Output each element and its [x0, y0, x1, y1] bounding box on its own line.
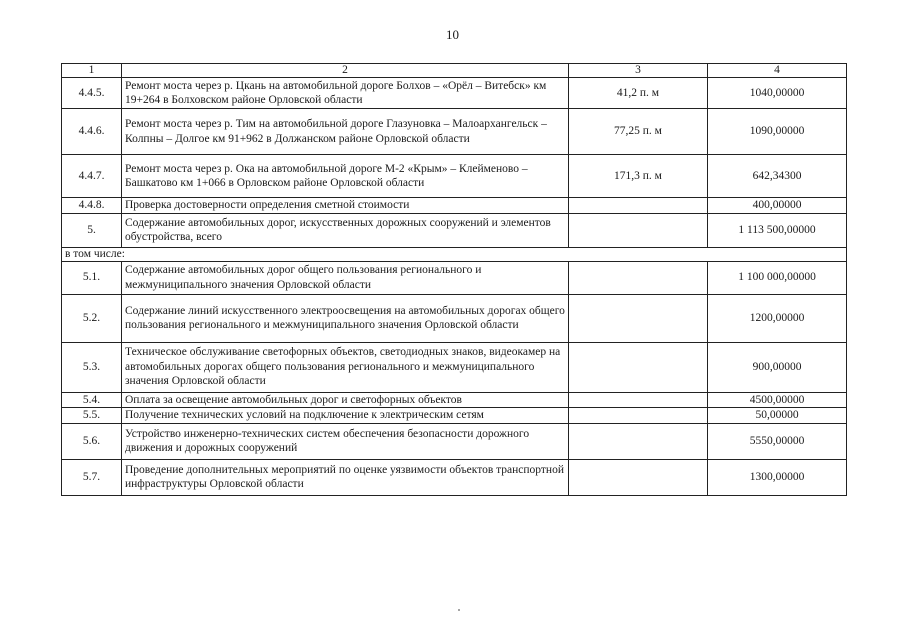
row-number: 5.7. — [62, 459, 122, 495]
row-number: 5.3. — [62, 342, 122, 392]
row-description: Ремонт моста через р. Тим на автомобильной дороге Глазуновка – Малоархангельск – Колпны – Долгое км 91+962 в Должанском районе Орловской области — [122, 109, 569, 155]
row-length: 41,2 п. м — [569, 78, 708, 109]
table-row — [62, 213, 847, 247]
row-value: 1090,00000 — [708, 109, 847, 155]
row-number: 5.6. — [62, 423, 122, 459]
row-description: Техническое обслуживание светофорных объектов, светодиодных знаков, видеокамер на автомобильных дорогах общего пользования регионального и межмуниципального значения Орловской области — [122, 342, 569, 392]
row-value: 5550,00000 — [708, 423, 847, 459]
row-description: Ремонт моста через р. Ока на автомобильной дороге М-2 «Крым» – Клейменово – Башкатово км 1+066 в Орловском районе Орловской области — [122, 155, 569, 198]
row-description: Ремонт моста через р. Цкань на автомобильной дороге Болхов – «Орёл – Витебск» км 19+264 в Болховском районе Орловской области — [122, 78, 569, 109]
row-description: Получение технических условий на подключение к электрическим сетям — [122, 408, 569, 424]
row-length — [569, 213, 708, 247]
row-description: Оплата за освещение автомобильных дорог и светофорных объектов — [122, 392, 569, 408]
table-row — [62, 459, 847, 495]
header-cell-1: 1 — [62, 64, 122, 78]
table-row — [62, 109, 847, 155]
row-value: 50,00000 — [708, 408, 847, 424]
row-description: Содержание линий искусственного электроосвещения на автомобильных дорогах общего пользования регионального и межмуниципального значения Орловской области — [122, 294, 569, 342]
row-length — [569, 459, 708, 495]
row-length — [569, 294, 708, 342]
row-length — [569, 342, 708, 392]
table-row — [62, 408, 847, 424]
page-number: 10 — [446, 27, 459, 42]
row-value: 400,00000 — [708, 198, 847, 214]
row-value: 642,34300 — [708, 155, 847, 198]
table-row — [62, 198, 847, 214]
row-length — [569, 392, 708, 408]
row-value: 4500,00000 — [708, 392, 847, 408]
table-row — [62, 342, 847, 392]
row-number: 4.4.7. — [62, 155, 122, 198]
table-row — [62, 155, 847, 198]
scan-speck — [458, 609, 460, 611]
row-description: Проведение дополнительных мероприятий по оценке уязвимости объектов транспортной инфраструктуры Орловской области — [122, 459, 569, 495]
row-length — [569, 261, 708, 294]
table-row — [62, 294, 847, 342]
row-number: 4.4.8. — [62, 198, 122, 214]
row-length: 77,25 п. м — [569, 109, 708, 155]
row-number: 4.4.5. — [62, 78, 122, 109]
header-cell-4: 4 — [708, 64, 847, 78]
table-row — [62, 392, 847, 408]
row-number: 5.2. — [62, 294, 122, 342]
row-number: 5.5. — [62, 408, 122, 424]
row-description: Проверка достоверности определения сметной стоимости — [122, 198, 569, 214]
row-value: 900,00000 — [708, 342, 847, 392]
row-number: 5.4. — [62, 392, 122, 408]
row-description: Содержание автомобильных дорог общего пользования регионального и межмуниципального значения Орловской области — [122, 261, 569, 294]
row-value: 1300,00000 — [708, 459, 847, 495]
header-cell-2: 2 — [122, 64, 569, 78]
table-row — [62, 78, 847, 109]
row-value: 1 113 500,00000 — [708, 213, 847, 247]
table-row — [62, 261, 847, 294]
row-value: 1 100 000,00000 — [708, 261, 847, 294]
row-length — [569, 408, 708, 424]
header-cell-3: 3 — [569, 64, 708, 78]
row-length: 171,3 п. м — [569, 155, 708, 198]
row-description: Содержание автомобильных дорог, искусственных дорожных сооружений и элементов обустройства, всего — [122, 213, 569, 247]
row-length — [569, 198, 708, 214]
row-number: 4.4.6. — [62, 109, 122, 155]
table-header-row — [62, 64, 847, 78]
section-label: в том числе: — [62, 247, 847, 261]
row-number: 5.1. — [62, 261, 122, 294]
row-value: 1040,00000 — [708, 78, 847, 109]
section-row — [62, 247, 847, 261]
budget-table — [61, 63, 847, 496]
row-length — [569, 423, 708, 459]
row-value: 1200,00000 — [708, 294, 847, 342]
row-description: Устройство инженерно-технических систем обеспечения безопасности дорожного движения и дорожных сооружений — [122, 423, 569, 459]
row-number: 5. — [62, 213, 122, 247]
table-row — [62, 423, 847, 459]
